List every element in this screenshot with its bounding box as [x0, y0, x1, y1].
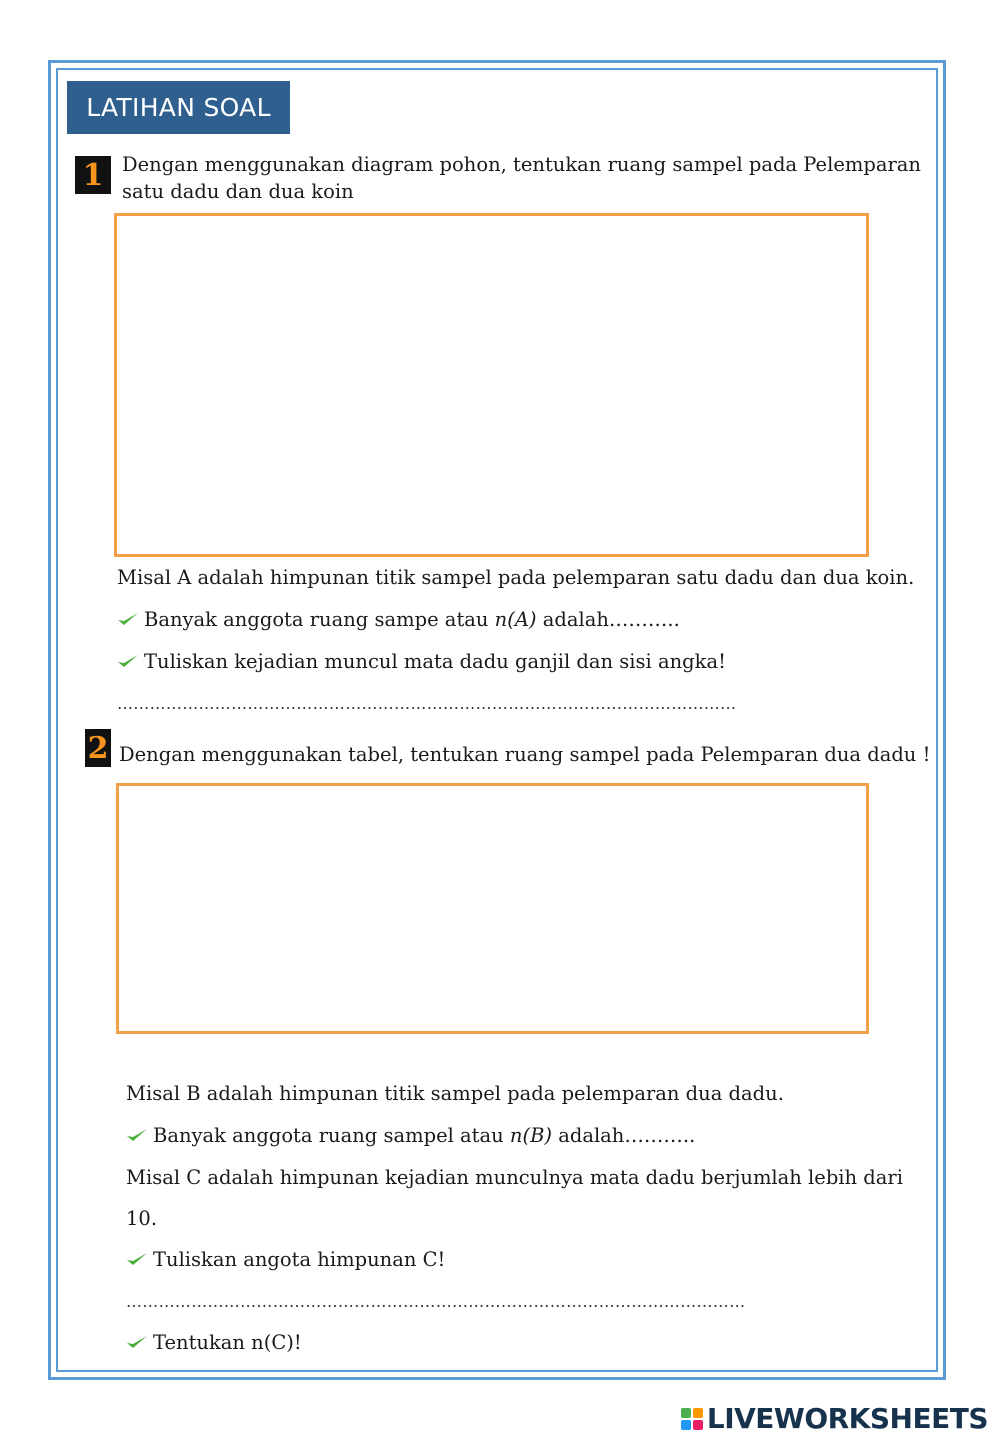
liveworksheets-logo-icon — [681, 1408, 703, 1430]
question-2-misal-c-line-2: 10. — [126, 1207, 158, 1230]
question-1-text-line-2: satu dadu dan dua koin — [122, 180, 354, 203]
question-1-check-item-1 — [117, 606, 680, 633]
check-icon — [126, 1127, 148, 1143]
check-item-1-text: Banyak anggota ruang sampe atau — [144, 608, 495, 631]
check-item-1-suffix: adalah……….. — [552, 1124, 696, 1147]
worksheet-title: LATIHAN SOAL — [67, 81, 290, 134]
check-icon — [117, 653, 139, 669]
question-1-answer-box[interactable] — [114, 213, 869, 557]
check-item-1-suffix: adalah……….. — [536, 608, 680, 631]
question-2-answer-line[interactable]: …………………………………………………………………………………………………… — [126, 1292, 746, 1311]
question-2-answer-box[interactable] — [116, 783, 869, 1034]
check-item-3-text: Tentukan n(C)! — [153, 1331, 302, 1354]
question-2-check-item-3 — [126, 1329, 302, 1356]
question-2-number-badge: 2 — [85, 729, 111, 767]
check-icon — [126, 1334, 148, 1350]
question-1-text-line-1: Dengan menggunakan diagram pohon, tentukan ruang sampel pada Pelemparan — [122, 153, 921, 176]
liveworksheets-logo-text: LIVEWORKSHEETS — [706, 1402, 988, 1435]
n-a-expression: n(A) — [494, 608, 537, 631]
question-2-text: Dengan menggunakan tabel, tentukan ruang sampel pada Pelemparan dua dadu ! — [119, 743, 931, 766]
question-1-number-badge: 1 — [75, 156, 111, 194]
check-icon — [117, 611, 139, 627]
check-item-2-text: Tuliskan kejadian muncul mata dadu ganjil dan sisi angka! — [144, 650, 726, 673]
question-1-check-item-2 — [117, 648, 726, 675]
question-2-check-item-2 — [126, 1246, 445, 1273]
question-1-answer-line[interactable]: …………………………………………………………………………………………………… — [117, 694, 737, 713]
question-2-check-item-1 — [126, 1122, 695, 1149]
question-1-misal-a: Misal A adalah himpunan titik sampel pada pelemparan satu dadu dan dua koin. — [117, 566, 915, 589]
check-item-2-text: Tuliskan angota himpunan C! — [153, 1248, 446, 1271]
check-icon — [126, 1251, 148, 1267]
question-2-misal-b: Misal B adalah himpunan titik sampel pada pelemparan dua dadu. — [126, 1082, 784, 1105]
question-2-misal-c-line-1: Misal C adalah himpunan kejadian munculnya mata dadu berjumlah lebih dari — [126, 1166, 903, 1189]
liveworksheets-logo — [681, 1402, 988, 1435]
n-b-expression: n(B) — [509, 1124, 553, 1147]
check-item-1-text: Banyak anggota ruang sampel atau — [153, 1124, 510, 1147]
